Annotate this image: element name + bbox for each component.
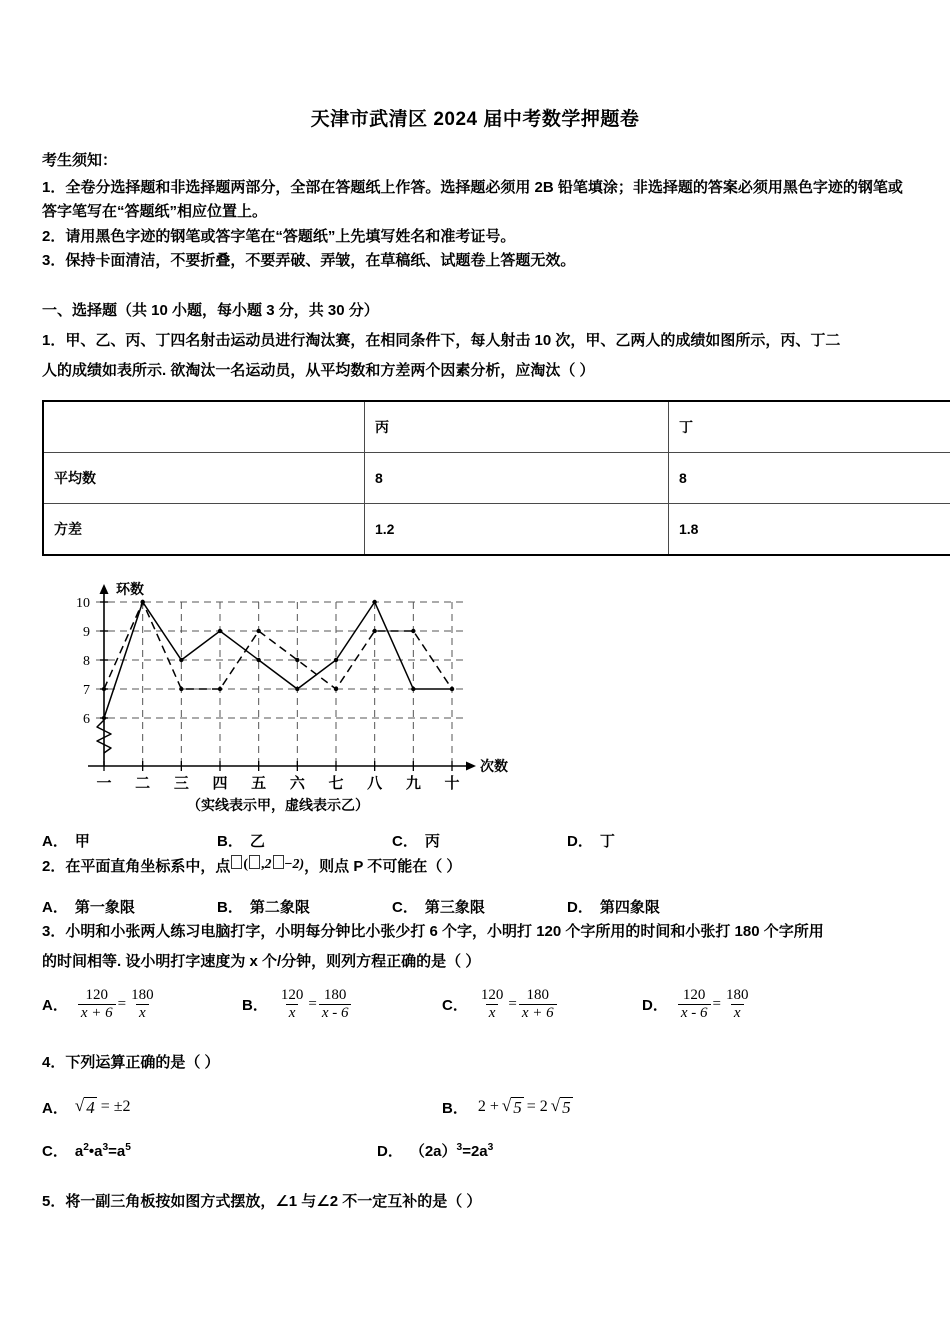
question-3-options	[42, 987, 908, 1022]
fraction-left	[78, 987, 116, 1022]
table-cell-mean-ding: 8	[669, 453, 950, 504]
option-label: D．	[567, 833, 593, 851]
option-text: 第一象限	[74, 899, 135, 917]
chart-svg	[42, 570, 512, 816]
statistics-table	[42, 400, 950, 556]
question-3-option-d[interactable]	[642, 987, 842, 1022]
equals-part: =2a	[462, 1142, 488, 1160]
numerator: 180	[526, 987, 549, 1004]
question-4-option-a[interactable]	[42, 1096, 442, 1118]
option-c-expression	[75, 1142, 131, 1160]
question-4-option-d[interactable]	[377, 1140, 493, 1161]
fraction-left	[478, 987, 507, 1022]
missing-glyph-box	[231, 855, 242, 869]
question-3-option-c[interactable]	[442, 987, 642, 1022]
option-d-expression	[410, 1140, 493, 1161]
table-cell-mean-label: 平均数	[43, 453, 365, 504]
multiply-dot-icon: •	[88, 1142, 95, 1160]
question-3-option-b[interactable]	[242, 987, 442, 1022]
svg-text:四: 四	[212, 775, 228, 793]
shooting-scores-line-chart	[42, 570, 512, 816]
question-1-option-b[interactable]	[217, 830, 392, 851]
square-root-icon	[551, 1096, 573, 1118]
numerator: 120	[280, 987, 304, 1004]
svg-text:二: 二	[135, 775, 151, 793]
option-label: C．	[392, 833, 418, 851]
radical-sign: √	[550, 1095, 561, 1115]
question-1-option-c[interactable]	[392, 830, 567, 851]
question-2-stem	[42, 851, 908, 882]
numerator: 120	[682, 987, 706, 1004]
exponent: 2	[83, 1141, 89, 1153]
svg-text:（实线表示甲，虚线表示乙）: （实线表示甲，虚线表示乙）	[187, 797, 369, 814]
question-2-options	[42, 896, 908, 917]
fraction-left	[678, 987, 711, 1022]
denominator: x	[286, 1004, 299, 1022]
question-2-option-d[interactable]	[567, 896, 742, 917]
exponent: 3	[487, 1141, 494, 1153]
denominator: x - 6	[678, 1004, 711, 1022]
equals-sign: =	[308, 995, 317, 1012]
question-3-stem-line2: 的时间相等. 设小明打字速度为 x 个/分钟，则列方程正确的是（ ）	[42, 953, 481, 971]
svg-text:三: 三	[173, 775, 189, 793]
table-cell-variance-bing: 1.2	[365, 504, 669, 556]
option-text: 第三象限	[424, 899, 485, 917]
option-label: D．	[567, 899, 593, 917]
base-b: a	[94, 1142, 103, 1160]
denominator: x	[136, 1004, 149, 1022]
option-label: B．	[442, 1099, 468, 1117]
question-4-options-row1	[42, 1096, 908, 1118]
svg-text:8: 8	[83, 654, 90, 670]
svg-text:9: 9	[83, 625, 90, 641]
paren-open: (	[243, 857, 249, 873]
table-header-blank	[43, 401, 365, 453]
fraction-right	[519, 987, 557, 1022]
option-label: D．	[642, 996, 668, 1014]
notice-item-3: 3．保持卡面清洁，不要折叠，不要弄破、弄皱，在草稿纸、试题卷上答题无效。	[42, 251, 576, 269]
coefficient-two: 2	[264, 857, 272, 873]
option-label: A．	[42, 899, 68, 917]
question-4-option-b[interactable]	[442, 1096, 573, 1118]
comma: ,	[261, 857, 265, 873]
notice-item-1: 1．全卷分选择题和非选择题两部分，全部在答题纸上作答。选择题必须用 2B 铅笔填涂；非选择题的答案必须用黑色字迹的钢笔或答字笔写在“答题纸”相应位置上。	[42, 179, 903, 221]
option-label: A．	[42, 833, 68, 851]
table-header-ding: 丁	[669, 401, 950, 453]
table-cell-variance-ding: 1.8	[669, 504, 950, 556]
square-root-icon	[502, 1096, 524, 1118]
question-4-option-c[interactable]	[42, 1140, 377, 1161]
square-root-icon	[75, 1096, 97, 1118]
numerator: 180	[725, 987, 749, 1004]
question-4-stem: 4．下列运算正确的是（ ）	[42, 1053, 220, 1071]
option-label: B．	[217, 899, 243, 917]
question-3-option-a[interactable]	[42, 987, 242, 1022]
exponent: 3	[102, 1141, 109, 1153]
exponent: 5	[125, 1141, 131, 1153]
exponent: 3	[456, 1141, 463, 1153]
question-4-options-row2	[42, 1140, 908, 1161]
option-text: 第二象限	[249, 899, 310, 917]
radical-sign: √	[74, 1095, 85, 1115]
option-text: 乙	[249, 833, 265, 851]
table-row	[43, 453, 950, 504]
question-2-suffix: ，则点 P 不可能在（ ）	[304, 858, 462, 876]
option-label: B．	[217, 833, 243, 851]
question-1-stem-line2: 人的成绩如表所示. 欲淘汰一名运动员，从平均数和方差两个因素分析，应淘汰（ ）	[42, 362, 595, 380]
numerator: 180	[131, 987, 154, 1004]
option-label: C．	[42, 1142, 68, 1160]
svg-text:九: 九	[405, 775, 421, 793]
fraction-right	[128, 987, 157, 1022]
question-2-expression	[230, 857, 304, 872]
denominator: x + 6	[78, 1004, 116, 1022]
option-a-rest: = ±2	[100, 1097, 131, 1115]
fraction-left	[278, 987, 307, 1022]
missing-glyph-box	[273, 855, 284, 869]
option-label: B．	[242, 996, 268, 1014]
fraction-right	[319, 987, 352, 1022]
minus-sign: −	[284, 857, 293, 873]
numerator: 120	[85, 987, 108, 1004]
option-label: D．	[377, 1142, 403, 1160]
expr-tail: 2)	[292, 857, 305, 873]
radicand: 5	[562, 1097, 571, 1117]
fraction-right	[723, 987, 752, 1022]
question-1-stem-line1: 1．甲、乙、丙、丁四名射击运动员进行淘汰赛，在相同条件下，每人射击 10 次，甲、乙两人的成绩如图所示，丙、丁二	[42, 332, 841, 350]
equals-sign: =	[117, 995, 127, 1012]
denominator: x + 6	[519, 1004, 557, 1022]
option-label: C．	[392, 899, 418, 917]
table-header-bing: 丙	[365, 401, 669, 453]
option-label: A．	[42, 996, 68, 1014]
option-label: C．	[442, 996, 468, 1014]
option-text: 甲	[74, 833, 90, 851]
svg-text:八: 八	[367, 775, 383, 793]
option-b-equals: = 2	[526, 1097, 548, 1115]
svg-text:10: 10	[76, 596, 90, 612]
option-text: 丙	[424, 833, 440, 851]
denominator: x	[486, 1004, 499, 1022]
question-3-stem-line1: 3．小明和小张两人练习电脑打字，小明每分钟比小张少打 6 个字，小明打 120 个字所用的时间和小张打 180 个字所用	[42, 923, 824, 941]
svg-text:环数: 环数	[116, 581, 144, 598]
question-1-option-d[interactable]	[567, 830, 742, 851]
table-row-header	[43, 401, 950, 453]
svg-text:7: 7	[83, 683, 90, 699]
denominator: x - 6	[319, 1004, 352, 1022]
svg-text:五: 五	[251, 775, 267, 793]
table-row	[43, 504, 950, 556]
missing-glyph-box	[249, 855, 260, 869]
svg-text:十: 十	[444, 775, 460, 793]
radicand: 4	[86, 1097, 95, 1117]
question-5-stem: 5．将一副三角板按如图方式摆放，∠1 与∠2 不一定互补的是（ ）	[42, 1192, 482, 1210]
table-cell-variance-label: 方差	[43, 504, 365, 556]
denominator: x	[731, 1004, 744, 1022]
numerator: 120	[480, 987, 504, 1004]
radical-sign: √	[501, 1095, 512, 1115]
option-b-lead: 2 +	[477, 1097, 499, 1115]
question-2-option-c[interactable]	[392, 896, 567, 917]
svg-text:次数: 次数	[480, 758, 508, 775]
numerator: 180	[323, 987, 347, 1004]
question-1-options	[42, 830, 908, 851]
section-heading-choice: 一、选择题（共 10 小题，每小题 3 分，共 30 分）	[42, 302, 379, 320]
svg-text:七: 七	[328, 775, 344, 793]
table-cell-mean-bing: 8	[365, 453, 669, 504]
option-text: 丁	[599, 833, 615, 851]
option-text: 第四象限	[599, 899, 660, 917]
question-2-option-b[interactable]	[217, 896, 392, 917]
svg-text:一: 一	[96, 775, 112, 793]
option-label: A．	[42, 1099, 68, 1117]
notice-heading: 考生须知：	[42, 152, 118, 169]
equals-sign: =	[712, 995, 721, 1012]
base-group: （2a）	[409, 1142, 457, 1160]
question-1-option-a[interactable]	[42, 830, 217, 851]
page-title: 天津市武清区 2024 届中考数学押题卷	[310, 109, 640, 130]
radicand: 5	[513, 1097, 522, 1117]
svg-text:六: 六	[289, 775, 305, 793]
question-2-prefix: 2．在平面直角坐标系中，点	[42, 858, 231, 876]
notice-item-2: 2．请用黑色字迹的钢笔或答字笔在“答题纸”上先填写姓名和准考证号。	[42, 227, 516, 245]
equals-sign: =	[508, 995, 517, 1012]
svg-text:6: 6	[83, 712, 90, 728]
page-content	[42, 104, 908, 1217]
equals-part: =a	[108, 1142, 126, 1160]
question-2-option-a[interactable]	[42, 896, 217, 917]
base-a: a	[74, 1142, 84, 1160]
